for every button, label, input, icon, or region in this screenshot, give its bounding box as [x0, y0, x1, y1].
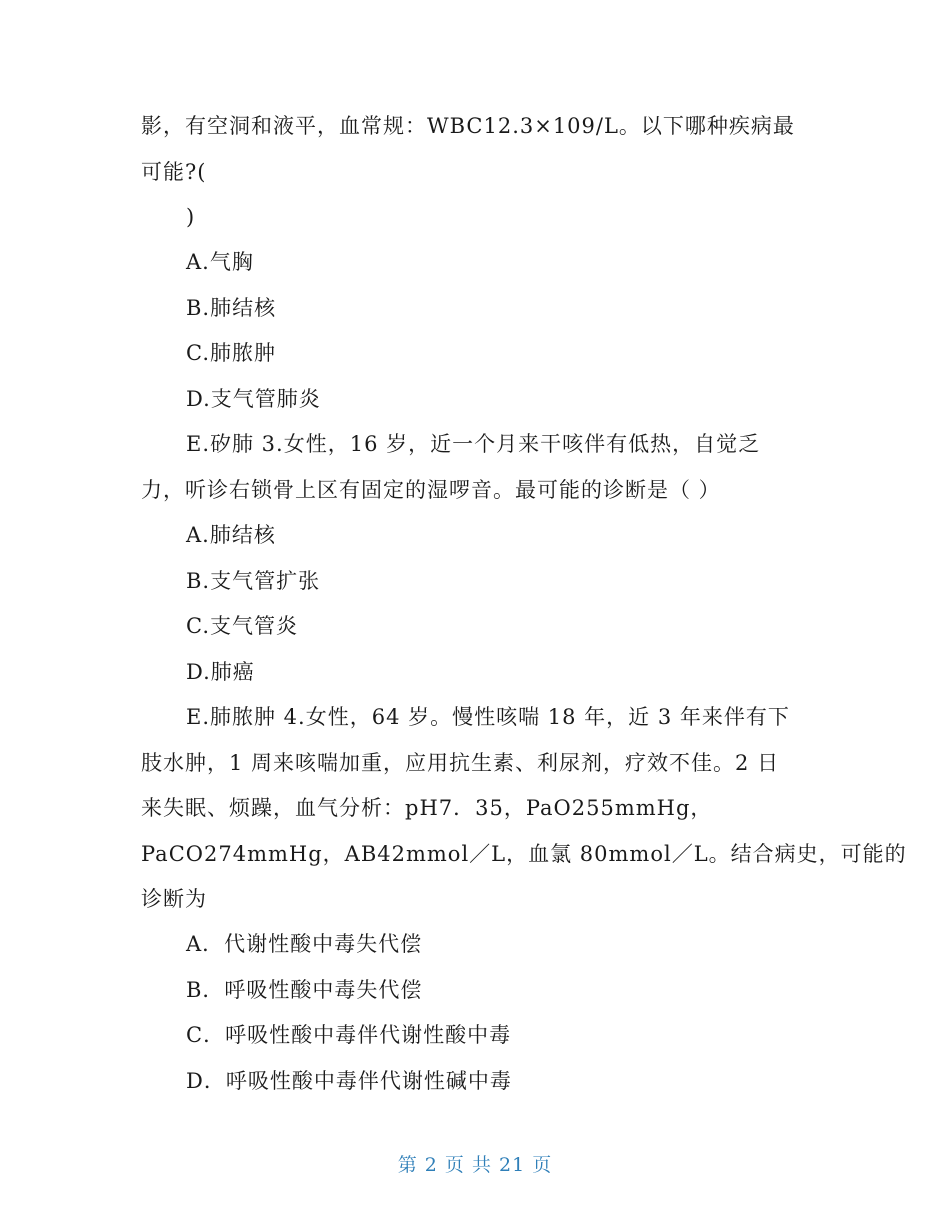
option-b: B.肺结核 [186, 296, 277, 320]
option-b: B.支气管扩张 [186, 569, 321, 593]
option-d: D.支气管肺炎 [186, 387, 321, 411]
option-a: A．代谢性酸中毒失代偿 [186, 932, 423, 956]
text-line-question-4-cont-2: 来失眠、烦躁，血气分析：pH7．35，PaO255mmHg， [141, 796, 713, 820]
text-line-2: 可能?( [141, 160, 207, 184]
text-line-3: ) [186, 205, 196, 229]
page-footer: 第 2 页 共 21 页 [397, 1154, 553, 1176]
option-a: A.肺结核 [186, 523, 276, 547]
option-e-question-4: E.肺脓肿 4.女性，64 岁。慢性咳喘 18 年，近 3 年来伴有下 [186, 705, 790, 729]
text-line-question-4-cont-4: 诊断为 [141, 887, 207, 911]
option-c: C.支气管炎 [186, 614, 298, 638]
text-line-question-4-cont-1: 肢水肿，1 周来咳喘加重，应用抗生素、利尿剂，疗效不佳。2 日 [141, 751, 780, 775]
text-line-question-4-cont-3: PaCO274mmHg，AB42mmol／L，血氯 80mmol／L。结合病史，可能的 [141, 842, 907, 866]
option-e-question-3: E.矽肺 3.女性，16 岁，近一个月来干咳伴有低热，自觉乏 [186, 432, 761, 456]
option-d: D．呼吸性酸中毒伴代谢性碱中毒 [186, 1069, 512, 1093]
option-a: A.气胸 [186, 250, 254, 274]
option-d: D.肺癌 [186, 660, 255, 684]
text-line-1: 影，有空洞和液平，血常规：WBC12.3×109/L。以下哪种疾病最 [141, 114, 795, 138]
option-b: B．呼吸性酸中毒失代偿 [186, 978, 423, 1002]
option-c: C．呼吸性酸中毒伴代谢性酸中毒 [186, 1023, 512, 1047]
option-c: C.肺脓肿 [186, 341, 276, 365]
text-line-question-3-cont: 力，听诊右锁骨上区有固定的湿啰音。最可能的诊断是（ ） [141, 478, 721, 502]
